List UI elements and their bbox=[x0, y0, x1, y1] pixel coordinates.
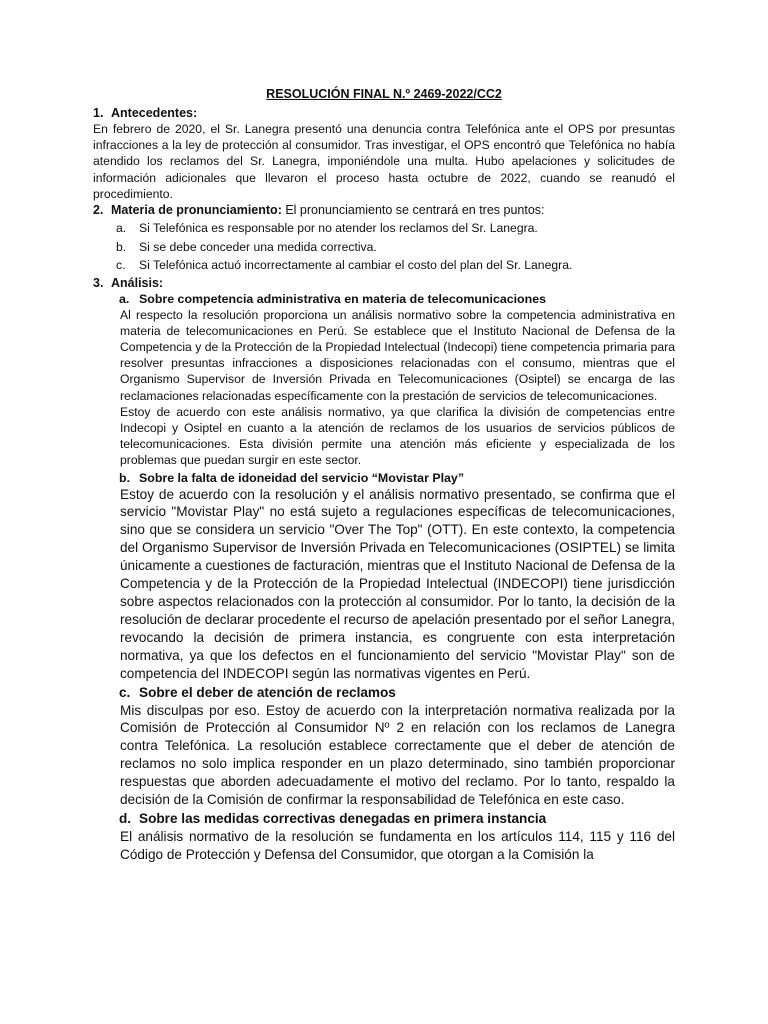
section-heading-materia bbox=[93, 202, 675, 218]
subsection-body-c bbox=[93, 702, 675, 809]
subsection-body-a bbox=[93, 307, 675, 469]
section-number: 1. bbox=[93, 106, 104, 120]
list-item-text: Si Telefónica actuó incorrectamente al cambiar el costo del plan del Sr. Lanegra. bbox=[139, 258, 573, 273]
list-item-text: Si se debe conceder una medida correctiva. bbox=[139, 239, 377, 254]
list-item bbox=[93, 238, 675, 257]
subsection-heading-text: Sobre las medidas correctivas denegadas en primera instancia bbox=[139, 810, 547, 826]
subsection-heading-text: Sobre el deber de atención de reclamos bbox=[139, 684, 396, 700]
document-title: RESOLUCIÓN FINAL N.º 2469-2022/CC2 bbox=[266, 87, 502, 101]
list-letter: a. bbox=[116, 221, 127, 236]
subsection-heading-c bbox=[93, 684, 675, 702]
subsection-letter: a. bbox=[119, 291, 130, 306]
list-item-text: Si Telefónica es responsable por no atender los reclamos del Sr. Lanegra. bbox=[139, 221, 538, 236]
section-heading-text: Análisis: bbox=[111, 275, 164, 290]
subsection-body-b bbox=[93, 486, 675, 683]
subsection-heading-text: Sobre competencia administrativa en materia de telecomunicaciones bbox=[139, 291, 546, 306]
document-page bbox=[93, 86, 675, 864]
subsection-paragraph: El análisis normativo de la resolución se fundamenta en los artículos 114, 115 y 116 del Código de Protección y Defensa del Consumidor, que otorgan a la Comisión la bbox=[120, 828, 675, 862]
subsection-heading-a bbox=[93, 291, 675, 307]
subsection-body-d bbox=[93, 828, 675, 864]
subsection-letter: d. bbox=[119, 810, 132, 826]
subsection-heading-b bbox=[93, 470, 675, 486]
subsection-paragraph: Al respecto la resolución proporciona un análisis normativo sobre la competencia administrativa en materia de telecomunicaciones en Perú. Se establece que el Instituto Nacional de Defensa de la Competencia y de la Protección de la Propiedad Intelectual (Indecopi) tiene competencia primaria para resolver presuntas infracciones a disposiciones relacionadas con el consumo, mientras que el Organismo Supervisor de Inversión Privada en Telecomunicaciones (Osiptel) se encarga de las reclamaciones relacionadas específicamente con la prestación de servicios de telecomunicaciones. bbox=[120, 307, 675, 403]
section-heading-text: Antecedentes: bbox=[111, 106, 198, 120]
section-number: 2. bbox=[93, 203, 104, 218]
section-intro-text: El pronunciamiento se centrará en tres puntos: bbox=[281, 203, 545, 218]
subsection-paragraph: Estoy de acuerdo con la resolución y el análisis normativo presentado, se confirma que el servicio "Movistar Play" no está sujeto a regulaciones específicas de telecomunicaciones, sino que se considera un servicio "Over The Top" (OTT). En este contexto, la competencia del Organismo Supervisor de Inversión Privada en Telecomunicaciones (OSIPTEL) se limita únicamente a cuestiones de facturación, mientras que el Instituto Nacional de Defensa de la Competencia y de la Protección de la Propiedad Intelectual (INDECOPI) tiene jurisdicción sobre aspectos relacionados con la protección al consumidor. Por lo tanto, la decisión de la resolución de declarar procedente el recurso de apelación presentado por el señor Lanegra, revocando la decisión de primera instancia, es congruente con esta interpretación normativa, ya que los defectos en el funcionamiento del servicio "Movistar Play" son de competencia del INDECOPI según las normativas vigentes en Perú. bbox=[120, 486, 675, 681]
list-item bbox=[93, 256, 675, 275]
pronunciamiento-list bbox=[93, 219, 675, 275]
subsection-paragraph: Mis disculpas por eso. Estoy de acuerdo con la interpretación normativa realizada por la Comisión de Protección al Consumidor Nº 2 en relación con los reclamos de Lanegra contra Telefónica. La resolución establece correctamente que el deber de atención de reclamos no solo implica responder en un plazo determinado, sino también proporcionar respuestas que aborden adecuadamente el motivo del reclamo. Por lo tanto, respaldo la decisión de la Comisión de confirmar la responsabilidad de Telefónica en este caso. bbox=[120, 702, 675, 808]
subsection-letter: c. bbox=[119, 684, 131, 700]
list-item bbox=[93, 219, 675, 238]
subsection-heading-text: Sobre la falta de idoneidad del servicio “Movistar Play” bbox=[139, 470, 465, 485]
antecedentes-paragraph: En febrero de 2020, el Sr. Lanegra presentó una denuncia contra Telefónica ante el OPS por presuntas infracciones a la ley de protección al consumidor. Tras investigar, el OPS encontró que Telefónica no había atendido los reclamos del Sr. Lanegra, imponiéndole una multa. Hubo apelaciones y solicitudes de información adicionales que llevaron el proceso hasta octubre de 2022, cuando se reanudó el procedimiento. bbox=[93, 122, 675, 201]
section-heading-analisis bbox=[93, 275, 675, 291]
subsection-paragraph: Estoy de acuerdo con este análisis normativo, ya que clarifica la división de competencias entre Indecopi y Osiptel en cuanto a la atención de reclamos de los usuarios de servicios públicos de telecomunicaciones. Esta división permite una atención más eficiente y especializada de los problemas que puedan surgir en este sector. bbox=[120, 404, 675, 468]
subsection-letter: b. bbox=[119, 470, 131, 485]
list-letter: b. bbox=[116, 239, 127, 254]
section-heading-antecedentes bbox=[93, 105, 675, 121]
list-letter: c. bbox=[116, 258, 126, 273]
section-heading-text: Materia de pronunciamiento: bbox=[111, 203, 282, 218]
section-number: 3. bbox=[93, 275, 104, 290]
subsection-heading-d bbox=[93, 810, 675, 828]
